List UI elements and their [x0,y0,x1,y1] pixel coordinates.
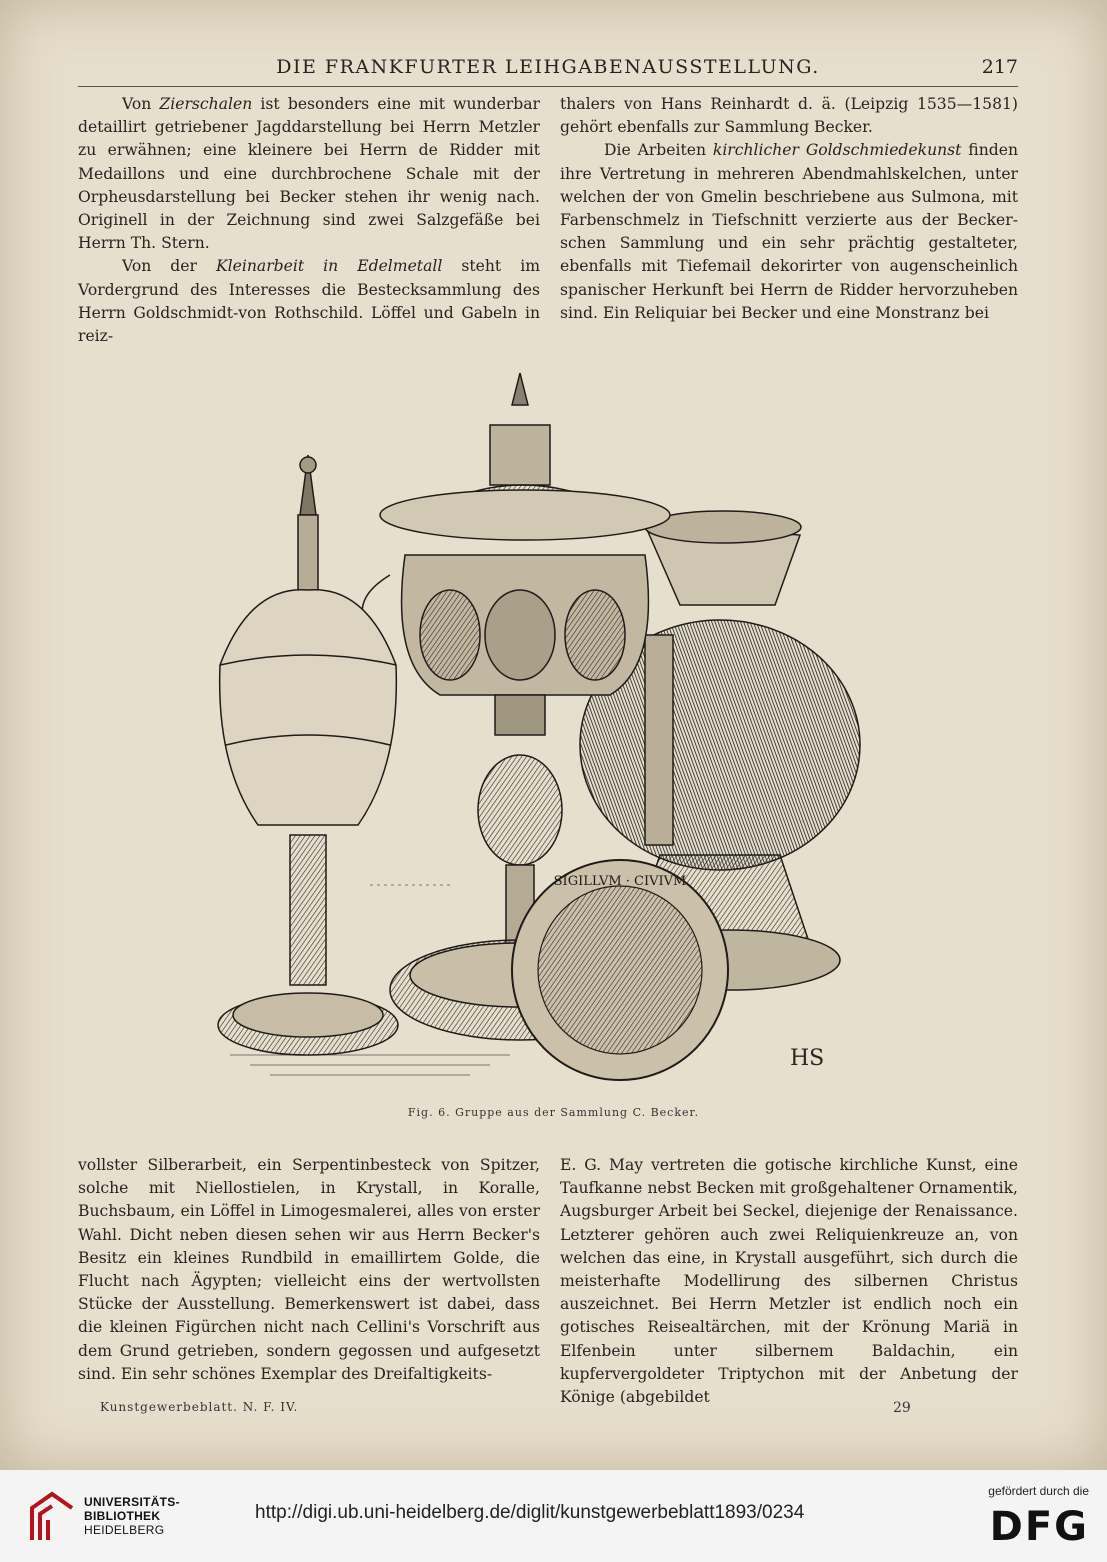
engraving-figure [190,365,910,1095]
paragraph [78,255,540,348]
dfg-logo[interactable]: DFG [989,1504,1089,1550]
goblets-illustration [190,365,910,1095]
top-right-column [560,93,1018,325]
page-title: DIE FRANKFURTER LEIHGABENAUSSTELLUNG. [276,56,820,78]
bottom-left-column [78,1154,540,1386]
library-name-line: BIBLIOTHEK [84,1509,161,1523]
crystal-goblet [218,455,398,1055]
artist-monogram: HS [790,1046,825,1071]
city-seal [512,860,728,1080]
emphasis: kirchlicher Goldschmiedekunst [712,141,962,160]
library-name-line: HEIDELBERG [84,1523,165,1537]
text-run: Die Arbeiten [604,141,713,160]
seal-inscription: SIGILLVM · CIVIVM [553,874,687,889]
paragraph: thalers von Hans Reinhardt d. ä. (Leipzig 1535—1581) gehört ebenfalls zur Sammlung Becker. [560,95,1018,137]
running-header [78,56,1018,87]
paragraph [560,139,1018,325]
text-run: finden ihre Vertretung in mehreren Abendmahlskelchen, unter welchen der von Gmelin beschriebene aus Sulmona, mit Farbenschmelz in Tiefschnitt verzierte aus der Becker-schen Sammlung und ein sehr prächtig gestalteter, ebenfalls mit Tiefemail dekorirter von augenscheinlich spanischer Herkunft bei Herrn de Ridder hervorzuheben sind. Ein Reliquiar bei Becker und eine Monstranz bei [560,141,1018,322]
text-run: steht im Vordergrund des Interesses die Bestecksammlung des Herrn Goldschmidt-von Rothschild. Löffel und Gabeln in reiz- [78,257,540,346]
top-left-column [78,93,540,348]
paragraph: E. G. May vertreten die gotische kirchliche Kunst, eine Taufkanne nebst Becken mit großgehaltener Ornamentik, Augsburger Arbeit bei Seckel, diejenige der Renaissance. Letzterer gehören auch zwei Reliquienkreuze an, von welchen das eine, in Krystall ausgeführt, sich durch die meisterhafte Modellirung des silbernen Christus auszeichnet. Bei Herrn Metzler ist endlich noch ein gotisches Reisealtärchen, mit der Krönung Mariä in Elfenbein unter silbernem Baldachin, ein kupfervergoldeter Triptychon mit der Anbetung der Könige (abgebildet [560,1156,1018,1407]
funding-note: gefördert durch die [988,1484,1089,1498]
digitization-footer-bar [0,1470,1107,1562]
text-run: ist besonders eine mit wunderbar detaillirt getriebener Jagddarstellung bei Herrn Metzler zu erwähnen; eine kleinere bei Herrn de Ridder mit Medaillons und eine durchbrochene Schale mit der Orpheusdarstellung bei Becker stehen ihr wenig nach. Originell in der Zeichnung sind zwei Salzgefäße bei Herrn Th. Stern. [78,95,540,253]
library-logo-icon[interactable] [28,1488,76,1544]
paragraph [78,93,540,255]
bottom-right-column [560,1154,1018,1409]
emphasis: Zierschalen [159,95,253,113]
journal-signature: Kunstgewerbeblatt. N. F. IV. [100,1400,299,1414]
emphasis: Kleinarbeit in Edelmetall [216,257,443,276]
library-name[interactable] [84,1495,180,1537]
text-run: Von [122,95,160,113]
permalink-url[interactable]: http://digi.ub.uni-heidelberg.de/diglit/kunstgewerbeblatt1893/0234 [255,1502,805,1523]
paragraph: vollster Silberarbeit, ein Serpentinbesteck von Spitzer, solche mit Niellostielen, in Krystall, in Koralle, Buchsbaum, ein Löffel in Limogesmalerei, alles von erster Wahl. Dicht neben diesen sehen wir aus Herrn Becker's Besitz ein kleines Rundbild in emaillirtem Golde, die Flucht nach Ägypten; vielleicht eins der wertvollsten Stücke der Ausstellung. Bemerkenswert ist dabei, dass die kleinen Figürchen nicht nach Cellini's Vorschrift aus dem Grund getrieben, sondern gegossen und aufgesetzt sind. Ein sehr schönes Exemplar des Dreifaltigkeits- [78,1156,540,1383]
figure-caption: Fig. 6. Gruppe aus der Sammlung C. Becker. [407,1106,700,1119]
sheet-signature: 29 [893,1400,911,1416]
page-number: 217 [981,56,1018,78]
text-run: Von der [122,257,216,276]
library-name-line: UNIVERSITÄTS- [84,1495,180,1509]
